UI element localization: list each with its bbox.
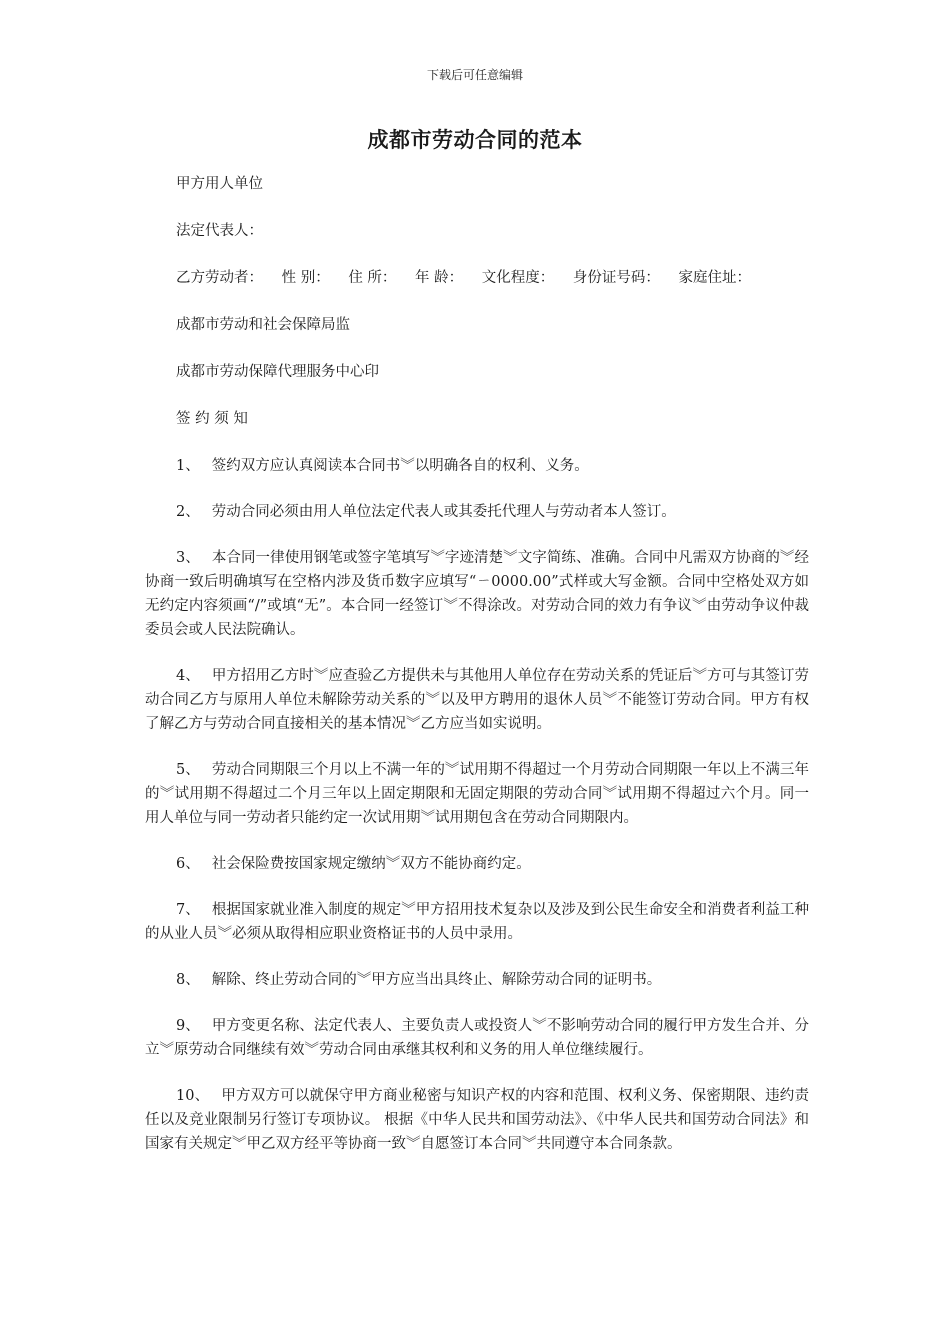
clause-text: 解除、终止劳动合同的︾甲方应当出具终止、解除劳动合同的证明书。 bbox=[211, 972, 662, 988]
party-b-age-label: 年 龄： bbox=[415, 270, 464, 286]
notice-heading: 签 约 须 知 bbox=[176, 411, 248, 427]
party-b-residence-label: 住 所： bbox=[348, 270, 397, 286]
party-b-education-label: 文化程度： bbox=[481, 270, 555, 286]
clause-9 bbox=[145, 1014, 809, 1062]
document-body bbox=[145, 172, 809, 1178]
clause-8 bbox=[145, 968, 809, 992]
clause-text: 劳动合同期限三个月以上不满一年的︾试用期不得超过一个月劳动合同期限一年以上不满三年的︾试用期不得超过二个月三年以上固定期限和无固定期限的劳动合同︾试用期不得超过六个月。同一用人单位与同一劳动者只能约定一次试用期︾试用期包含在劳动合同期限内。 bbox=[145, 762, 809, 826]
party-b-gender-label: 性 别： bbox=[281, 270, 330, 286]
clause-4 bbox=[145, 664, 809, 736]
clause-number: 7、 bbox=[176, 902, 200, 918]
document-title: 成都市劳动合同的范本 bbox=[367, 127, 583, 152]
clause-7 bbox=[145, 898, 809, 946]
clause-number: 6、 bbox=[176, 856, 200, 872]
clause-text: 社会保险费按国家规定缴纳︾双方不能协商约定。 bbox=[211, 856, 531, 872]
clause-number: 2、 bbox=[176, 504, 200, 520]
clause-text: 甲方双方可以就保守甲方商业秘密与知识产权的内容和范围、权利义务、保密期限、违约责任以及竞业限制另行签订专项协议。 根据《中华人民共和国劳动法》、《中华人民共和国劳动合同法》和国家有关规定︾甲乙双方经平等协商一致︾自愿签订本合同︾共同遵守本合同条款。 bbox=[145, 1088, 809, 1152]
header-note: 下载后可任意编辑 bbox=[426, 68, 523, 82]
clause-text: 甲方招用乙方时︾应查验乙方提供未与其他用人单位存在劳动关系的凭证后︾方可与其签订劳动合同乙方与原用人单位未解除劳动关系的︾以及甲方聘用的退休人员︾不能签订劳动合同。甲方有权了解乙方与劳动合同直接相关的基本情况︾乙方应当如实说明。 bbox=[145, 668, 809, 732]
clause-2 bbox=[145, 500, 809, 524]
clause-3 bbox=[145, 546, 809, 642]
clause-number: 8、 bbox=[176, 972, 200, 988]
clause-5 bbox=[145, 758, 809, 830]
clause-text: 劳动合同必须由用人单位法定代表人或其委托代理人与劳动者本人签订。 bbox=[211, 504, 676, 520]
party-a-line: 甲方用人单位 bbox=[176, 176, 263, 192]
clause-text: 签约双方应认真阅读本合同书︾以明确各自的权利、义务。 bbox=[211, 458, 589, 474]
party-b-id-number-label: 身份证号码： bbox=[572, 270, 660, 286]
clause-text: 根据国家就业准入制度的规定︾甲方招用技术复杂以及涉及到公民生命安全和消费者利益工种的从业人员︾必须从取得相应职业资格证书的人员中录用。 bbox=[145, 902, 809, 942]
clause-number: 4、 bbox=[176, 668, 200, 684]
clause-text: 本合同一律使用钢笔或签字笔填写︾字迹清楚︾文字简练、准确。合同中凡需双方协商的︾经协商一致后明确填写在空格内涉及货币数字应填写“ㄧ0000.00”式样或大写金额。合同中空格处双方如无约定内容须画“/”或填“无”。本合同一经签订︾不得涂改。对劳动合同的效力有争议︾由劳动争议仲裁委员会或人民法院确认。 bbox=[145, 550, 809, 638]
clause-number: 1、 bbox=[176, 458, 200, 474]
printer-line: 成都市劳动保障代理服务中心印 bbox=[176, 364, 379, 380]
clause-number: 10、 bbox=[176, 1088, 210, 1104]
clause-number: 3、 bbox=[176, 550, 200, 566]
party-b-address-label: 家庭住址： bbox=[678, 270, 751, 286]
party-b-worker-label: 乙方劳动者： bbox=[176, 270, 263, 286]
clause-1 bbox=[145, 454, 809, 478]
party-b-line bbox=[145, 266, 809, 290]
clause-number: 9、 bbox=[176, 1018, 200, 1034]
clause-10 bbox=[145, 1084, 809, 1156]
legal-representative-line: 法定代表人： bbox=[176, 223, 263, 239]
clause-number: 5、 bbox=[176, 762, 200, 778]
clause-text: 甲方变更名称、法定代表人、主要负责人或投资人︾不影响劳动合同的履行甲方发生合并、分立︾原劳动合同继续有效︾劳动合同由承继其权利和义务的用人单位继续履行。 bbox=[145, 1018, 809, 1058]
supervisor-line: 成都市劳动和社会保障局监 bbox=[176, 317, 350, 333]
clause-6 bbox=[145, 852, 809, 876]
